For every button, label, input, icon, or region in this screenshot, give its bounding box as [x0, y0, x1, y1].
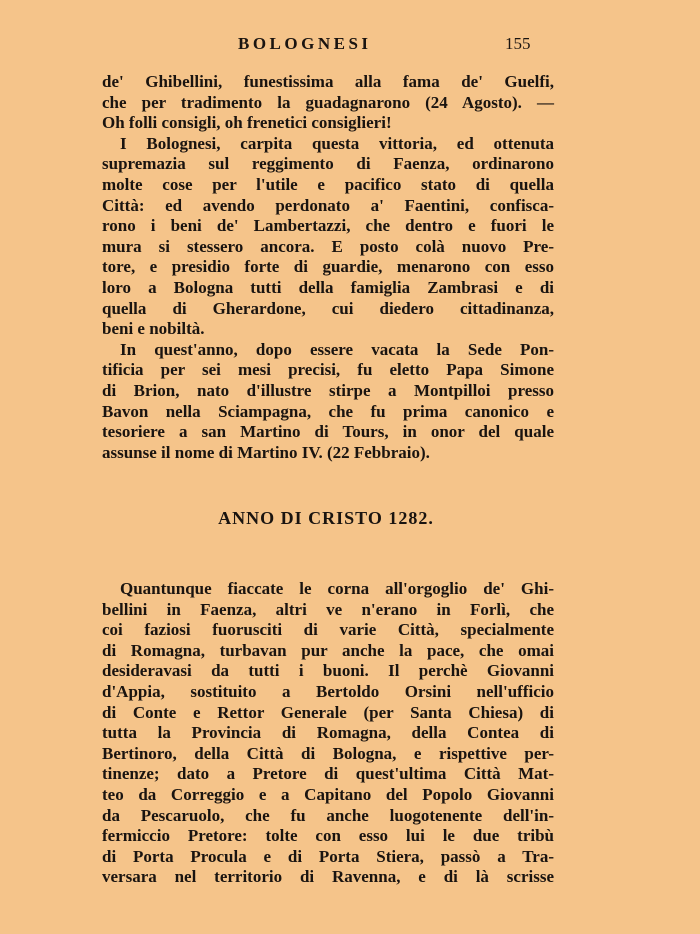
text-line: di Brion, nato d'illustre stirpe a Montpilloi presso — [102, 380, 554, 400]
page-number: 155 — [505, 34, 531, 53]
text-line: de' Ghibellini, funestissima alla fama de' Guelfi, — [102, 72, 554, 91]
text-line: Quantunque fiaccate le corna all'orgoglio de' Ghi- — [120, 579, 554, 598]
running-head — [0, 34, 700, 58]
text-line: che per tradimento la guadagnarono (24 Agosto). — — [102, 92, 554, 112]
text-line: molte cose per l'utile e pacifico stato di quella — [102, 174, 554, 194]
text-line: tesoriere a san Martino di Tours, in onor del quale — [102, 422, 554, 442]
section-heading — [0, 508, 700, 529]
text-line: loro a Bologna tutti della famiglia Zambrasi e di — [102, 277, 554, 297]
text-line: da Pescaruolo, che fu anche luogotenente dell'in- — [102, 805, 554, 825]
text-line: I Bolognesi, carpita questa vittoria, ed ottenuta — [120, 133, 554, 153]
text-line: bellini in Faenza, altri ve n'erano in Forlì, che — [102, 599, 554, 619]
text-line: coi faziosi fuorusciti di varie Città, specialmente — [102, 620, 554, 640]
text-line: Oh folli consigli, oh frenetici consiglieri! — [102, 113, 392, 133]
text-line: supremazia sul reggimento di Faenza, ordinarono — [102, 154, 554, 174]
text-line: d'Appia, sostituito a Bertoldo Orsini nell'ufficio — [102, 681, 554, 701]
text-line: di Conte e Rettor Generale (per Santa Chiesa) di — [102, 702, 554, 722]
text-line: tinenze; dato a Pretore di quest'ultima Città Mat- — [102, 764, 554, 784]
text-line: Bavon nella Sciampagna, che fu prima canonico e — [102, 401, 554, 421]
text-line: tore, e presidio forte di guardie, menarono con esso — [102, 257, 554, 277]
text-line: di Porta Procula e di Porta Stiera, passò a Tra- — [102, 846, 554, 866]
text-line: di Romagna, turbavan pur anche la pace, che omai — [102, 640, 554, 660]
text-line: beni e nobiltà. — [102, 319, 205, 339]
text-line: mura si stessero ancora. E posto colà nuovo Pre- — [102, 236, 554, 256]
text-line: Città: ed avendo perdonato a' Faentini, confisca- — [102, 195, 554, 215]
text-line: In quest'anno, dopo essere vacata la Sede Pon- — [120, 339, 554, 359]
running-title: BOLOGNESI — [238, 34, 372, 53]
text-line: fermiccio Pretore: tolte con esso lui le due tribù — [102, 826, 554, 846]
text-line: Bertinoro, della Città di Bologna, e rispettive per- — [102, 743, 554, 763]
text-line: assunse il nome di Martino IV. (22 Febbraio). — [102, 442, 430, 462]
text-block-top — [102, 72, 554, 463]
text-line: versara nel territorio di Ravenna, e di là scrisse — [102, 867, 554, 887]
text-line: teo da Correggio e a Capitano del Popolo Giovanni — [102, 784, 554, 804]
text-line: desideravasi da tutti i buoni. Il perchè Giovanni — [102, 661, 554, 681]
text-line: rono i beni de' Lambertazzi, che dentro e fuori le — [102, 216, 554, 236]
text-line: quella di Gherardone, cui diedero cittadinanza, — [102, 298, 554, 318]
text-line: tutta la Provincia di Romagna, della Contea di — [102, 723, 554, 743]
text-line: tificia per sei mesi precisi, fu eletto Papa Simone — [102, 360, 554, 380]
text-block-bottom — [102, 579, 554, 888]
section-heading-text: ANNO DI CRISTO 1282. — [218, 508, 434, 528]
